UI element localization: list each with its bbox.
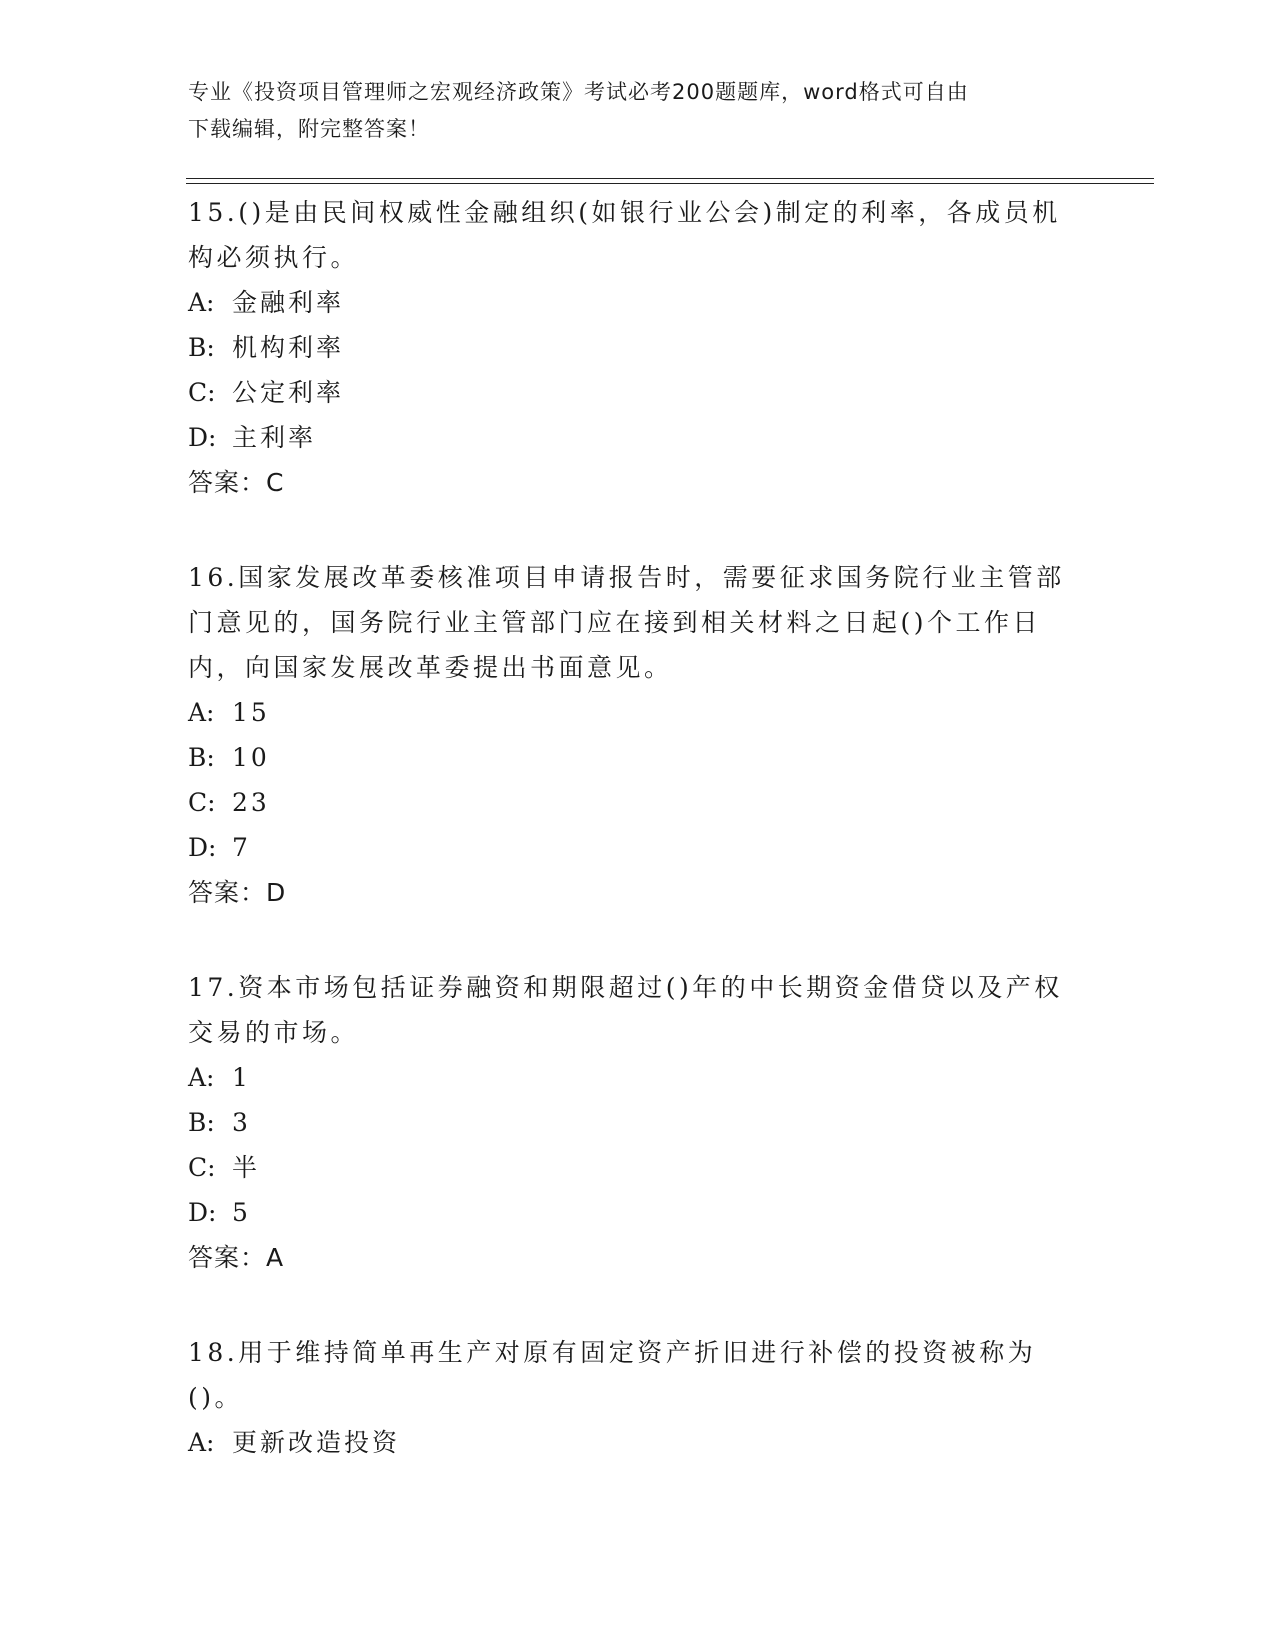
option-a [188, 1420, 1078, 1465]
option-b [188, 1100, 1078, 1145]
question-stem: 15.()是由民间权威性金融组织(如银行业公会)制定的利率，各成员机构必须执行。 [188, 198, 1061, 272]
question-17 [188, 965, 1078, 1280]
option-b [188, 325, 1078, 370]
option-a [188, 280, 1078, 325]
option-text: 15 [232, 698, 270, 727]
option-d [188, 1190, 1078, 1235]
option-label: A: [188, 698, 215, 727]
question-stem: 18.用于维持简单再生产对原有固定资产折旧进行补偿的投资被称为()。 [188, 1338, 1037, 1412]
option-label: B: [188, 743, 215, 772]
option-d [188, 825, 1078, 870]
option-text: 7 [232, 833, 251, 862]
option-text: 机构利率 [232, 333, 345, 362]
option-label: A: [188, 1428, 215, 1457]
answer: 答案：D [188, 878, 287, 907]
option-label: D: [188, 1198, 217, 1227]
question-16 [188, 555, 1078, 915]
option-a [188, 1055, 1078, 1100]
document-header [188, 74, 1068, 148]
option-text: 5 [232, 1198, 251, 1227]
option-text: 3 [232, 1108, 251, 1137]
option-label: C: [188, 1153, 216, 1182]
option-text: 公定利率 [232, 378, 345, 407]
header-divider-top [186, 178, 1154, 179]
option-text: 更新改造投资 [232, 1428, 401, 1457]
option-label: D: [188, 423, 217, 452]
option-label: C: [188, 788, 216, 817]
question-15 [188, 190, 1078, 505]
option-label: A: [188, 288, 215, 317]
question-stem: 17.资本市场包括证券融资和期限超过()年的中长期资金借贷以及产权交易的市场。 [188, 973, 1063, 1047]
option-c [188, 1145, 1078, 1190]
option-text: 金融利率 [232, 288, 345, 317]
option-b [188, 735, 1078, 780]
option-d [188, 415, 1078, 460]
option-label: B: [188, 1108, 215, 1137]
header-divider-bottom [186, 183, 1154, 184]
option-label: B: [188, 333, 215, 362]
option-text: 1 [232, 1063, 251, 1092]
question-18 [188, 1330, 1078, 1465]
option-label: C: [188, 378, 216, 407]
option-c [188, 370, 1078, 415]
option-a [188, 690, 1078, 735]
header-line-2: 下载编辑，附完整答案！ [188, 117, 430, 141]
question-list [188, 190, 1078, 1515]
option-text: 23 [232, 788, 270, 817]
option-c [188, 780, 1078, 825]
header-line-1: 专业《投资项目管理师之宏观经济政策》考试必考200题题库，word格式可自由 [188, 80, 969, 104]
option-label: D: [188, 833, 217, 862]
option-text: 主利率 [232, 423, 317, 452]
question-stem: 16.国家发展改革委核准项目申请报告时，需要征求国务院行业主管部门意见的，国务院行业主管部门应在接到相关材料之日起()个工作日内，向国家发展改革委提出书面意见。 [188, 563, 1065, 682]
option-text: 半 [232, 1153, 261, 1182]
option-label: A: [188, 1063, 215, 1092]
answer: 答案：C [188, 468, 285, 497]
option-text: 10 [232, 743, 270, 772]
answer: 答案：A [188, 1243, 285, 1272]
